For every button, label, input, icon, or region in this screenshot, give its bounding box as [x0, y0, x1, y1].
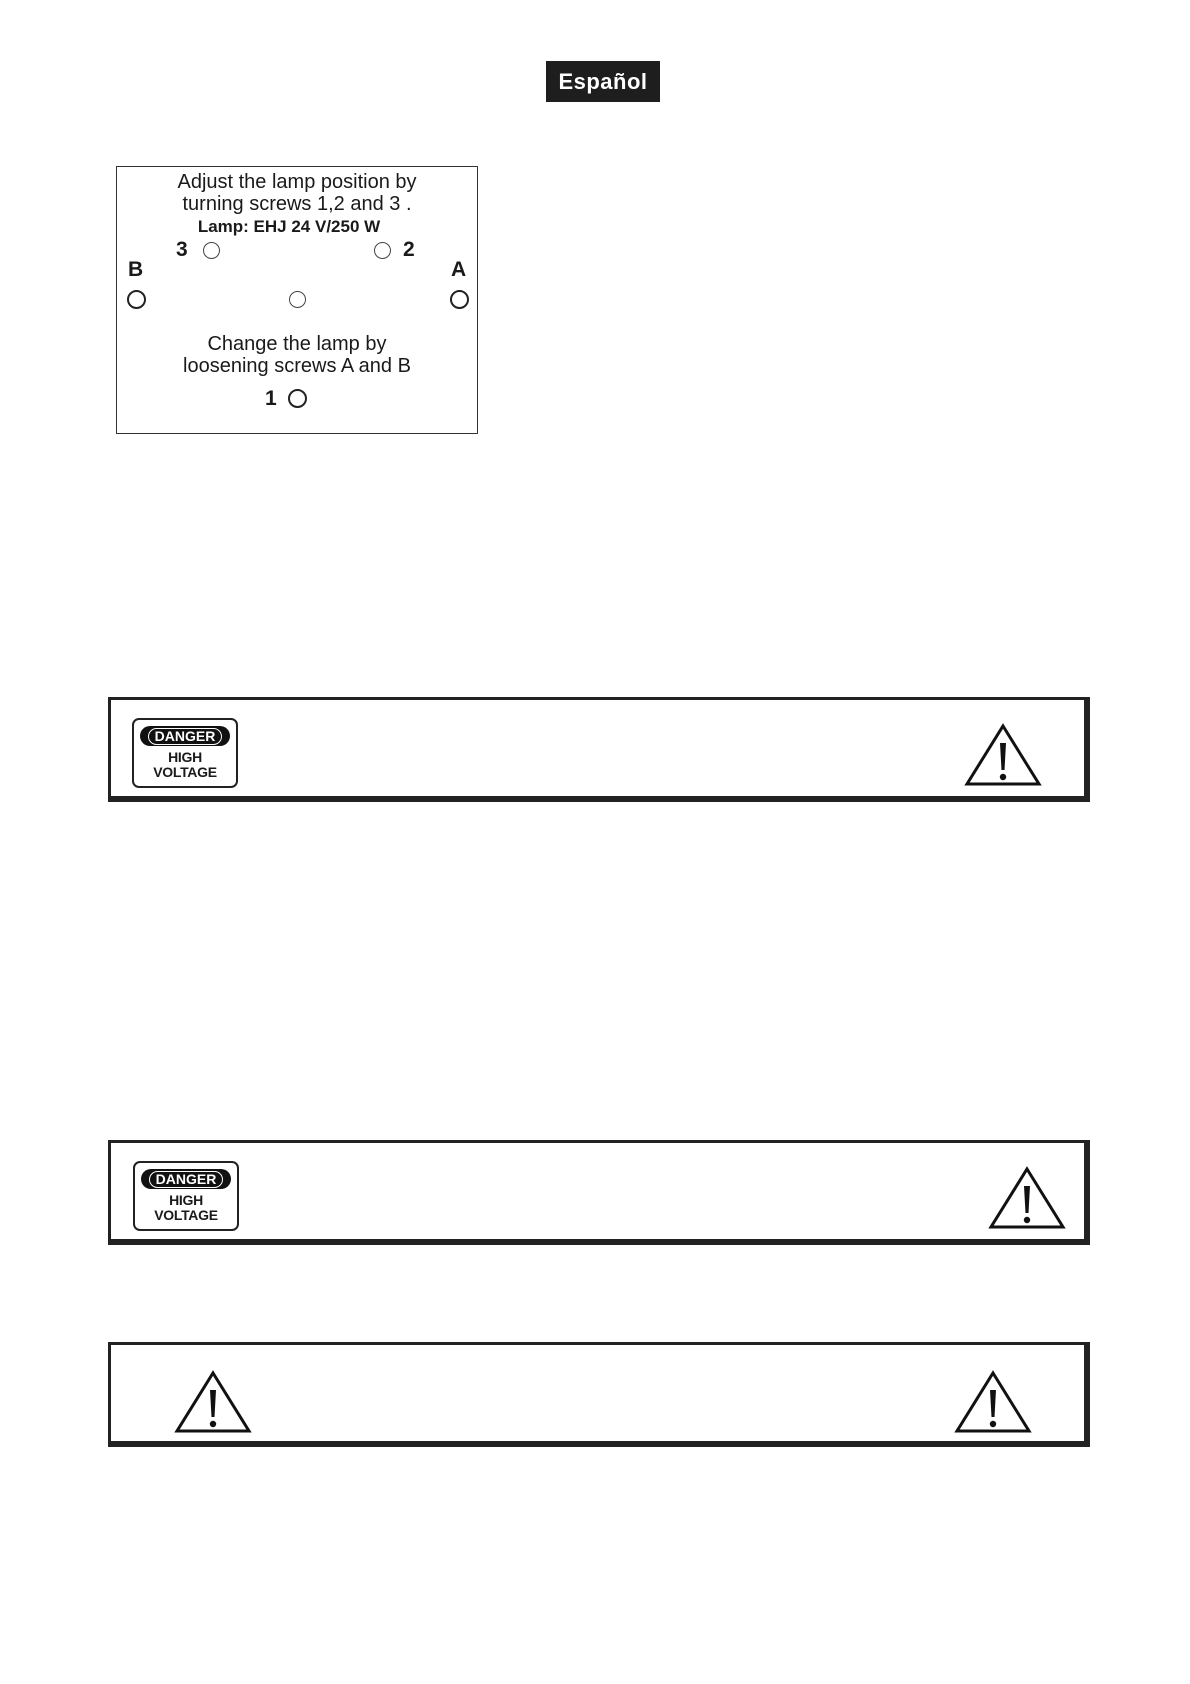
lamp-type-label: Lamp: EHJ 24 V/250 W	[197, 217, 381, 236]
warning-triangle-icon	[954, 1370, 1032, 1434]
change-instruction-line1: Change the lamp by	[207, 333, 387, 355]
screw-2-label: 2	[403, 238, 415, 261]
caution-warning-box	[108, 1342, 1090, 1447]
screw-2-circle	[374, 242, 391, 259]
screw-3-label: 3	[176, 238, 188, 261]
lamp-adjustment-diagram	[116, 166, 478, 434]
danger-label: DANGER	[148, 728, 223, 745]
screw-1-label: 1	[265, 387, 277, 410]
warning-triangle-icon	[988, 1166, 1066, 1230]
language-badge: Español	[546, 61, 660, 102]
change-instruction-line2: loosening screws A and B	[183, 355, 411, 377]
warning-triangle-icon	[174, 1370, 252, 1434]
danger-warning-box-2	[108, 1140, 1090, 1245]
warning-triangle-icon	[964, 723, 1042, 787]
high-voltage-text: HIGH VOLTAGE	[153, 749, 217, 780]
danger-high-voltage-sign	[133, 1161, 239, 1231]
screw-b-label: B	[128, 258, 144, 281]
screw-3-circle	[203, 242, 220, 259]
high-voltage-text: HIGH VOLTAGE	[154, 1192, 218, 1223]
screw-a-circle	[450, 290, 469, 309]
danger-warning-box-1	[108, 697, 1090, 802]
center-screw-circle	[289, 291, 306, 308]
adjust-instruction-line2: turning screws 1,2 and 3 .	[182, 193, 412, 215]
screw-1-circle	[288, 389, 307, 408]
danger-label: DANGER	[149, 1171, 224, 1188]
danger-high-voltage-sign	[132, 718, 238, 788]
screw-b-circle	[127, 290, 146, 309]
screw-a-label: A	[451, 258, 467, 281]
adjust-instruction-line1: Adjust the lamp position by	[177, 171, 417, 193]
